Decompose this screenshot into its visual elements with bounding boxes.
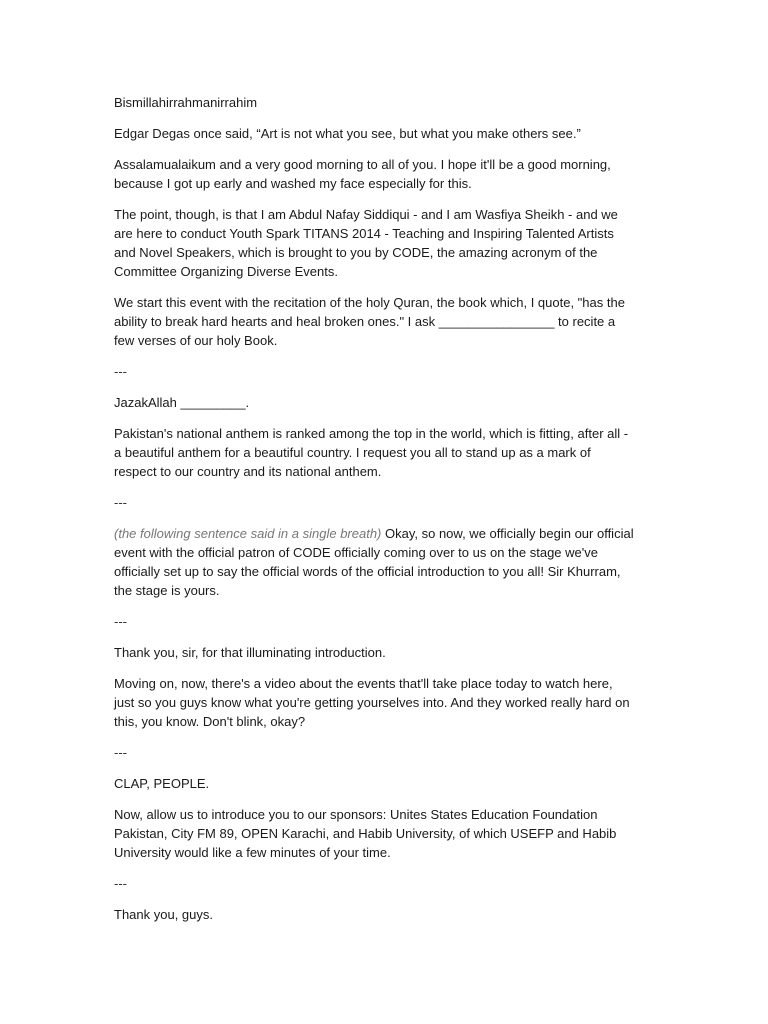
stage-direction: (the following sentence said in a single breath) bbox=[114, 526, 382, 541]
section-separator: --- bbox=[114, 364, 127, 379]
clap-line: CLAP, PEOPLE. bbox=[114, 776, 210, 791]
document-body bbox=[114, 93, 634, 936]
opening-quote: Edgar Degas once said, “Art is not what you see, but what you make others see.” bbox=[114, 126, 581, 141]
introduction-paragraph: The point, though, is that I am Abdul Nafay Siddiqui - and I am Wasfiya Sheikh - and we are here to conduct Youth Spark TITANS 2014 - Teaching and Inspiring Talented Artists and Novel Speakers, which is brought to you by CODE, the amazing acronym of the Committee Organizing Diverse Events. bbox=[114, 207, 618, 279]
official-introduction-paragraph bbox=[114, 524, 634, 600]
thank-you-guys-line: Thank you, guys. bbox=[114, 907, 213, 922]
section-separator: --- bbox=[114, 745, 127, 760]
section-separator: --- bbox=[114, 495, 127, 510]
official-introduction-text: Okay, so now, we officially begin our official event with the official patron of CODE officially coming over to us on the stage we've officially set up to say the official words of the official introduction to you all! Sir Khurram, the stage is yours. bbox=[114, 526, 634, 598]
thank-you-sir-line: Thank you, sir, for that illuminating introduction. bbox=[114, 645, 386, 660]
sponsors-paragraph: Now, allow us to introduce you to our sponsors: Unites States Education Foundation Pakistan, City FM 89, OPEN Karachi, and Habib University, of which USEFP and Habib University would like a few minutes of your time. bbox=[114, 807, 617, 860]
video-paragraph: Moving on, now, there's a video about the events that'll take place today to watch here, just so you guys know what you're getting yourselves into. And they worked really hard on this, you know. Don't blink, okay? bbox=[114, 676, 630, 729]
section-separator: --- bbox=[114, 614, 127, 629]
greeting-paragraph: Assalamualaikum and a very good morning to all of you. I hope it'll be a good morning, because I got up early and washed my face especially for this. bbox=[114, 157, 611, 191]
jazakallah-line: JazakAllah _________. bbox=[114, 395, 250, 410]
section-separator: --- bbox=[114, 876, 127, 891]
opening-invocation: Bismillahirrahmanirrahim bbox=[114, 95, 258, 110]
national-anthem-paragraph: Pakistan's national anthem is ranked among the top in the world, which is fitting, after all - a beautiful anthem for a beautiful country. I request you all to stand up as a mark of respect to our country and its national anthem. bbox=[114, 426, 629, 479]
quran-recitation-paragraph: We start this event with the recitation of the holy Quran, the book which, I quote, "has the ability to break hard hearts and heal broken ones." I ask ________________ to recite a few verses of our holy Book. bbox=[114, 295, 625, 348]
